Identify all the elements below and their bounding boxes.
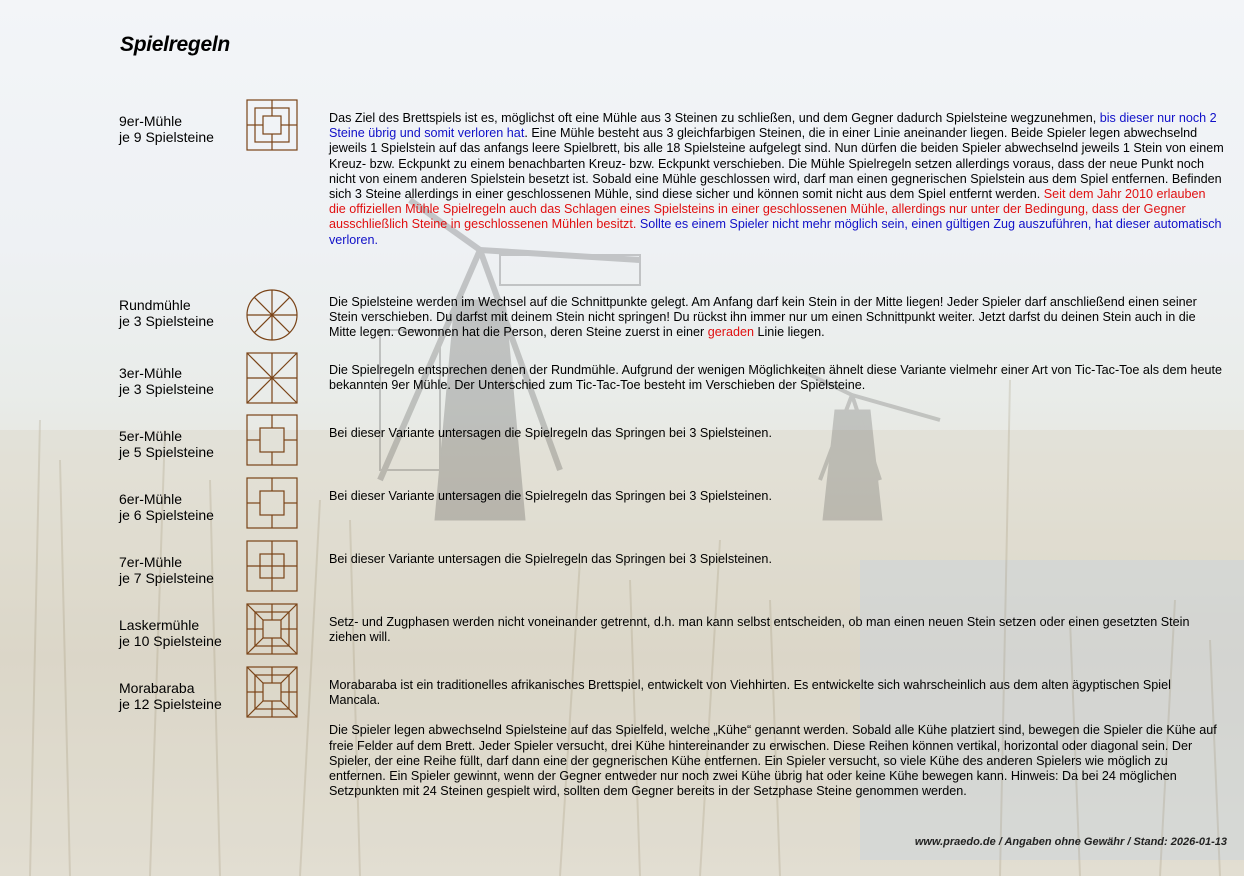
description-paragraph: Die Spieler legen abwechselnd Spielsteine auf das Spielfeld, welche „Kühe“ genannt werden. Sobald alle Kühe platziert sind, bewegen die Spieler die Kühe auf freie Felder auf dem Brett. Jeder Spieler versucht, drei Kühe hintereinander zu erwischen. Diese Reihen können vertikal, horizontal oder diagonal sein. Der Spieler, der eine Reihe füllt, darf dann eine der gegnerischen Kühe entfernen. Ein Spieler versucht, so viele Kühe des anderen Spielers wie möglich zu entfernen. Ein Spieler gewinnt, wenn der Gegner entweder nur noch zwei Kühe übrig hat oder keine Kühe bewegen kann. Hinweis: Da bei 24 möglichen Setzpunkten mit 24 Steinen gespielt wird, sollten dem Gegner bereits in der Setzphase Steine genommen werden. xyxy=(329,723,1217,799)
variant-description xyxy=(329,363,1225,393)
variant-description xyxy=(329,678,1225,799)
variant-stones: je 3 Spielsteine xyxy=(119,313,214,329)
page-title: Spielregeln xyxy=(120,33,230,56)
variant-name: 3er-Mühle xyxy=(119,365,183,381)
footer-note: www.praedo.de / Angaben ohne Gewähr / Stand: 2026-01-13 xyxy=(914,836,1227,848)
variant-label xyxy=(119,297,214,329)
variant-label xyxy=(119,491,214,523)
variant-name: 7er-Mühle xyxy=(119,554,183,570)
nine-mens-morris-board-icon xyxy=(246,99,298,151)
variant-label xyxy=(119,680,222,712)
variant-description xyxy=(329,615,1225,645)
variant-name: Laskermühle xyxy=(119,617,200,633)
variant-description xyxy=(329,295,1225,341)
text-segment-highlight-blue: bis dieser nur noch 2 Steine übrig und somit verloren hat xyxy=(329,111,1217,141)
variant-name: Rundmühle xyxy=(119,297,191,313)
variant-description xyxy=(329,552,1225,567)
description-paragraph: Bei dieser Variante untersagen die Spielregeln das Springen bei 3 Spielsteinen. xyxy=(329,552,772,566)
variant-description xyxy=(329,426,1225,441)
variant-stones: je 9 Spielsteine xyxy=(119,129,214,145)
variant-name: Morabaraba xyxy=(119,680,195,696)
seven-mens-morris-board-icon xyxy=(246,540,298,592)
variant-name: 9er-Mühle xyxy=(119,113,183,129)
description-paragraph: Setz- und Zugphasen werden nicht voneinander getrennt, d.h. man kann selbst entscheiden, ob man einen neuen Stein setzen oder einen gesetzten Stein ziehen will. xyxy=(329,615,1190,645)
lasker-morris-board-icon xyxy=(246,603,298,655)
variant-stones: je 10 Spielsteine xyxy=(119,633,222,649)
six-mens-morris-board-icon xyxy=(246,477,298,529)
morabaraba-board-icon xyxy=(246,666,298,718)
variant-label xyxy=(119,617,222,649)
variant-label xyxy=(119,113,214,145)
text-segment-highlight-red: geraden xyxy=(707,325,754,340)
variant-name: 5er-Mühle xyxy=(119,428,183,444)
description-paragraph xyxy=(329,111,1225,248)
variant-stones: je 12 Spielsteine xyxy=(119,696,222,712)
variant-stones: je 7 Spielsteine xyxy=(119,570,214,586)
variant-label xyxy=(119,365,214,397)
description-paragraph xyxy=(329,295,1225,341)
description-paragraph: Bei dieser Variante untersagen die Spielregeln das Springen bei 3 Spielsteinen. xyxy=(329,426,772,440)
variant-name: 6er-Mühle xyxy=(119,491,183,507)
description-paragraph: Die Spielregeln entsprechen denen der Rundmühle. Aufgrund der wenigen Möglichkeiten ähnelt diese Variante vielmehr einer Art von Tic-Tac-Toe als dem heute bekannten 9er Mühle. Der Unterschied zum Tic-Tac-Toe besteht im Verschieben der Spielsteine. xyxy=(329,363,1223,393)
text-segment: Linie liegen. xyxy=(753,325,825,340)
variant-stones: je 5 Spielsteine xyxy=(119,444,214,460)
five-mens-morris-board-icon xyxy=(246,414,298,466)
three-mens-morris-board-icon xyxy=(246,352,298,404)
text-segment-highlight-blue: Sollte es einem Spieler nicht mehr möglich sein, einen gültigen Zug auszuführen, hat dieser automatisch verloren. xyxy=(329,217,1222,247)
variant-description xyxy=(329,489,1225,504)
round-mill-board-icon xyxy=(246,289,298,341)
variant-description xyxy=(329,111,1225,248)
text-segment: . Eine Mühle besteht aus 3 gleichfarbigen Steinen, die in einer Linie aneinander liegen. Beide Spieler legen abwechselnd jeweils 1 Spielstein auf das anfangs leere Spielbrett, bis alle 18 Spielsteine aufgelegt sind. Nun dürfen die beiden Spieler abwechselnd jeweils 1 Stein von einem Kreuz- bzw. Eckpunkt zu einem benachbarten Kreuz- bzw. Eckpunkt verschieben. Die Mühle Spielregeln setzen allerdings voraus, dass der neue Punkt noch nicht von einem anderen Spielstein besetzt ist. Sobald eine Mühle geschlossen wird, darf man einen gegnerischen Spielstein aus dem Spiel entfernen. Befinden sich 3 Steine allerdings in einer geschlossenen Mühle, sind diese sicher und können somit nicht aus dem Spiel entfernt werden. xyxy=(329,126,1224,202)
variant-stones: je 3 Spielsteine xyxy=(119,381,214,397)
description-paragraph: Bei dieser Variante untersagen die Spielregeln das Springen bei 3 Spielsteinen. xyxy=(329,489,772,503)
description-paragraph: Morabaraba ist ein traditionelles afrikanisches Brettspiel, entwickelt von Viehhirten. Es entwickelte sich wahrscheinlich aus dem alten ägyptischen Spiel Mancala. xyxy=(329,678,1171,708)
variant-stones: je 6 Spielsteine xyxy=(119,507,214,523)
text-segment: Das Ziel des Brettspiels ist es, möglichst oft eine Mühle aus 3 Steinen zu schließen, und dem Gegner dadurch Spielsteine wegzunehmen, xyxy=(329,111,1100,125)
variant-label xyxy=(119,428,214,460)
text-segment-highlight-red: Seit dem Jahr 2010 erlauben die offiziellen Mühle Spielregeln auch das Schlagen eines Spielsteins in einer geschlossenen Mühle, allerdings nur unter der Bedingung, dass der Gegner ausschließlich Steine in geschlossenen Mühlen besitzt. xyxy=(329,187,1206,232)
text-segment: Die Spielsteine werden im Wechsel auf die Schnittpunkte gelegt. Am Anfang darf kein Stein in der Mitte liegen! Jeder Spieler darf anschließend einen seiner Stein verschieben. Du darfst mit deinem Stein nicht springen! Du rückst ihn immer nur um einen Schnittpunkt weiter. Jetzt darfst du deinen Stein auch in die Mitte legen. Gewonnen hat die Person, deren Steine zuerst in einer xyxy=(329,295,1197,340)
variant-label xyxy=(119,554,214,586)
